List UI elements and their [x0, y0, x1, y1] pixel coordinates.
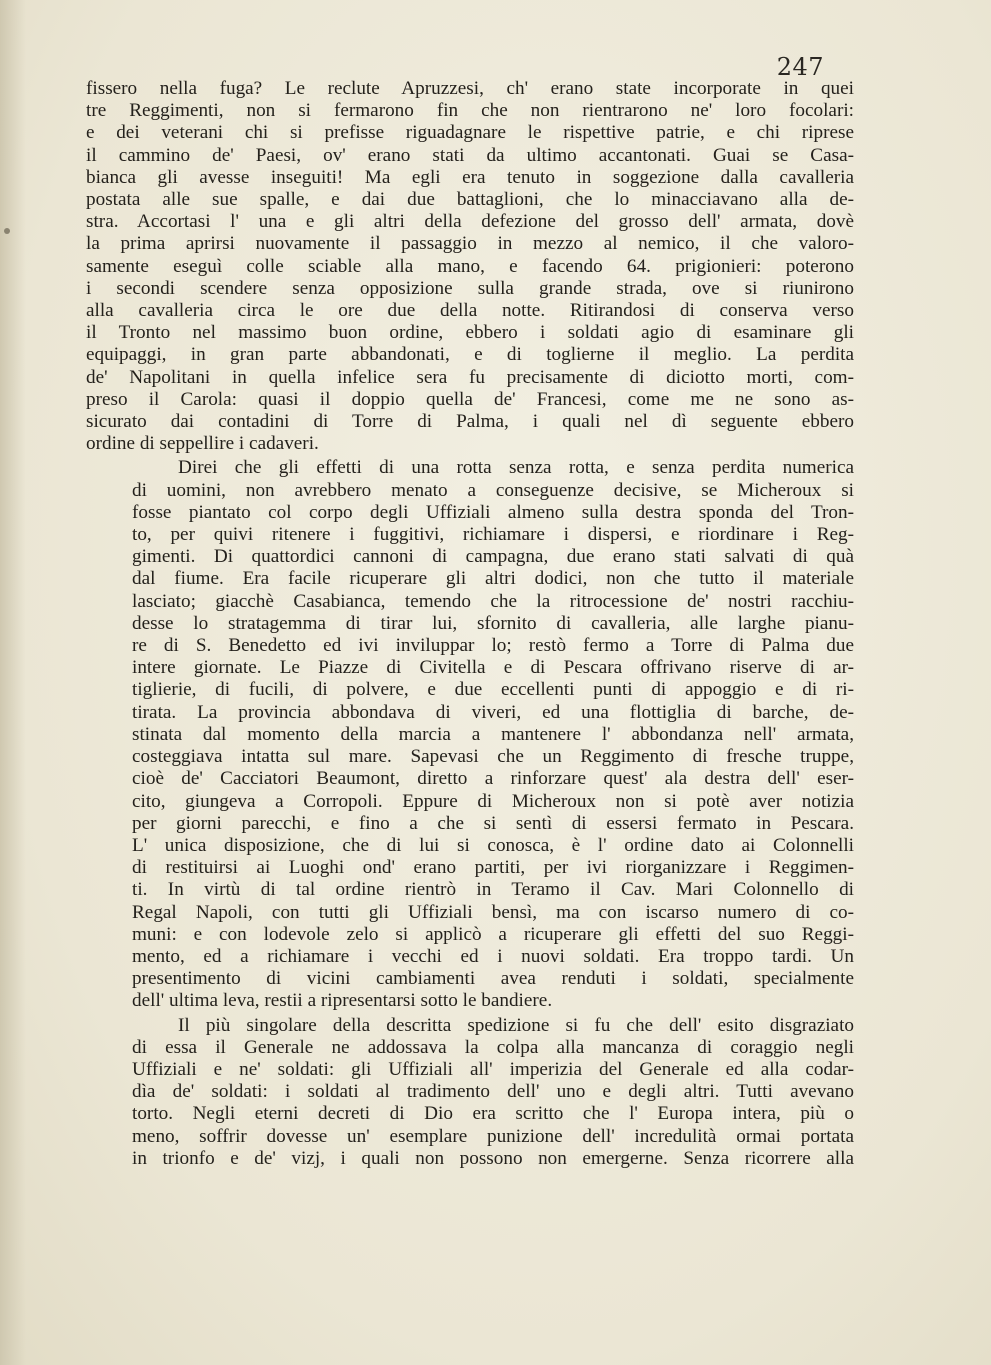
text-line: di restituirsi ai Luoghi ond' erano partiti, per ivi riorganizzare i Reggimen-	[132, 857, 854, 879]
text-line: re di S. Benedetto ed ivi inviluppar lo; restò fermo a Torre di Palma due	[132, 635, 854, 657]
text-line: de' Napolitani in quella infelice sera fu precisamente di diciotto morti, com-	[86, 366, 854, 388]
text-line: meno, soffrir dovesse un' esemplare punizione dell' incredulità ormai portata	[132, 1125, 854, 1147]
text-line: stra. Accortasi l' una e gli altri della defezione del grosso dell' armata, dovè	[86, 211, 854, 233]
text-line: ordine di seppellire i cadaveri.	[86, 433, 319, 455]
binding-gutter-shadow	[0, 0, 26, 1365]
text-line: to, per quivi ritenere i fuggitivi, richiamare i dispersi, e riordinare i Reg-	[132, 524, 854, 546]
text-line: Regal Napoli, con tutti gli Uffiziali bensì, ma con iscarso numero di co-	[132, 901, 854, 923]
text-line: il cammino de' Paesi, ov' erano stati da ultimo accantonati. Guai se Casa-	[86, 144, 854, 166]
text-line: per giorni parecchi, e fino a che si sentì di essersi fermato in Pescara.	[132, 812, 854, 834]
paragraph	[86, 457, 854, 1012]
text-line: costeggiava intatta sul mare. Sapevasi che un Reggimento di fresche truppe,	[132, 746, 854, 768]
text-line: cioè de' Cacciatori Beaumont, diretto a rinforzare quest' ala destra dell' eser-	[132, 768, 854, 790]
text-line: L' unica disposizione, che di lui si conosca, è l' ordine dato ai Colonnelli	[132, 834, 854, 856]
text-line: postata alle sue spalle, e dai due battaglioni, che lo minacciavano alla de-	[86, 189, 854, 211]
text-line: presentimento di vicini cambiamenti avea renduti i soldati, specialmente	[132, 968, 854, 990]
text-line: equipaggi, in gran parte abbandonati, e di toglierne il meglio. La perdita	[86, 344, 854, 366]
text-line: torto. Negli eterni decreti di Dio era scritto che l' Europa intera, più o	[132, 1103, 854, 1125]
text-line: Uffiziali e ne' soldati: gli Uffiziali all' imperizia del Generale ed alla codar-	[132, 1058, 854, 1080]
text-line: tre Reggimenti, non si fermarono fin che non rientrarono ne' loro focolari:	[86, 100, 854, 122]
text-line: intere giornate. Le Piazze di Civitella e di Pescara offrivano riserve di ar-	[132, 657, 854, 679]
text-line: sicurato dai contadini di Torre di Palma, i quali nel dì seguente ebbero	[86, 411, 854, 433]
text-line: i secondi scendere senza opposizione sulla grande strada, ove si riunirono	[86, 277, 854, 299]
text-line: e dei veterani chi si prefisse riguadagnare le rispettive patrie, e chi riprese	[86, 122, 854, 144]
text-line: alla cavalleria circa le ore due della notte. Ritirandosi di conserva verso	[86, 300, 854, 322]
text-line: dell' ultima leva, restii a ripresentarsi sotto le bandiere.	[132, 990, 553, 1012]
text-line: samente eseguì colle sciable alla mano, e facendo 64. prigionieri: poterono	[86, 255, 854, 277]
text-line: di uomini, non avrebbero menato a conseguenze decisive, se Micheroux si	[132, 479, 854, 501]
text-line: Il più singolare della descritta spedizione si fu che dell' esito disgraziato	[178, 1014, 854, 1036]
text-line: gimenti. Di quattordici cannoni di campagna, due erano stati salvati di quà	[132, 546, 854, 568]
text-line: in trionfo e de' vizj, i quali non possono non emergerne. Senza ricorrere alla	[132, 1147, 854, 1169]
body-text	[86, 78, 854, 1170]
text-line: dal fiume. Era facile ricuperare gli altri dodici, non che tutto il materiale	[132, 568, 854, 590]
text-line: cito, giungeva a Corropoli. Eppure di Micheroux non si potè aver notizia	[132, 790, 854, 812]
text-line: ti. In virtù di tal ordine rientrò in Teramo il Cav. Mari Colonnello di	[132, 879, 854, 901]
text-line: mento, ed a richiamare i vecchi ed i nuovi soldati. Era troppo tardi. Un	[132, 945, 854, 967]
paragraph	[86, 1015, 854, 1170]
text-line: stinata dal momento della marcia a mantenere l' abbondanza nell' armata,	[132, 723, 854, 745]
text-line: il Tronto nel massimo buon ordine, ebbero i soldati agio di esaminare gli	[86, 322, 854, 344]
text-line: Direi che gli effetti di una rotta senza rotta, e senza perdita numerica	[178, 457, 854, 479]
text-line: fissero nella fuga? Le reclute Apruzzesi, ch' erano state incorporate in quei	[86, 78, 854, 99]
text-line: di essa il Generale ne addossava la colpa alla mancanza di coraggio negli	[132, 1036, 854, 1058]
margin-spot	[4, 228, 10, 234]
text-line: tiglierie, di fucili, di polvere, e due eccellenti punti di appoggio e di ri-	[132, 679, 854, 701]
text-line: muni: e con lodevole zelo si applicò a ricuperare gli effetti del suo Reggi-	[132, 923, 854, 945]
text-line: desse lo stratagemma di tirar lui, sfornito di cavalleria, alle larghe pianu-	[132, 612, 854, 634]
text-line: preso il Carola: quasi il doppio quella de' Francesi, come me ne sono as-	[86, 388, 854, 410]
text-line: la prima aprirsi nuovamente il passaggio in mezzo al nemico, il che valoro-	[86, 233, 854, 255]
paragraph	[86, 78, 854, 455]
text-line: dìa de' soldati: i soldati al tradimento dell' uno e degli altri. Tutti avevano	[132, 1081, 854, 1103]
text-line: fosse piantato col corpo degli Uffiziali almeno sulla destra sponda del Tron-	[132, 501, 854, 523]
text-line: tirata. La provincia abbondava di viveri, ed una flottiglia di barche, de-	[132, 701, 854, 723]
text-line: bianca gli avesse inseguiti! Ma egli era tenuto in soggezione dalla cavalleria	[86, 166, 854, 188]
text-line: lasciato; giacchè Casabianca, temendo che la ritrocessione de' nostri racchiu-	[132, 590, 854, 612]
page-number: 247	[776, 53, 824, 81]
